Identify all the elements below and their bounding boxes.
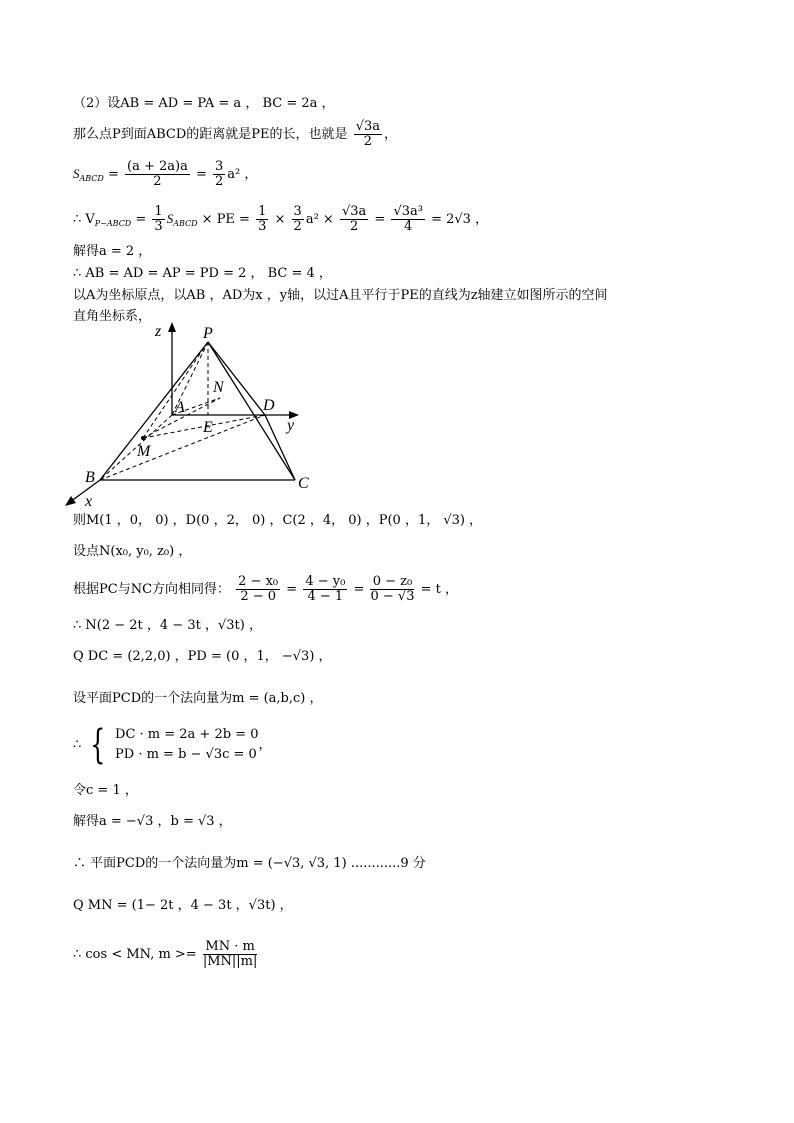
label-x: x — [85, 493, 93, 510]
therefore-symbol: ∴ — [73, 737, 82, 753]
area-symbol: S — [73, 166, 80, 181]
text-line-18: ∴ 平面PCD的一个法向量为m = (−√3, √3, 1) ............9 分 — [73, 856, 426, 871]
label-z: z — [155, 323, 162, 340]
text-line-9: 则M(1 ，0， 0) ，D(0 ，2， 0) ，C(2 ，4， 0) ，P(0 ，1， √3) ， — [73, 513, 483, 528]
text-line-10: 设点N(x₀, y₀, z₀) ， — [73, 544, 192, 559]
text-line-1: （2）设AB = AD = PA = a ， BC = 2a ， — [73, 96, 335, 111]
area-symbol: S — [166, 211, 174, 226]
frac-denominator: 2 — [215, 174, 224, 189]
text-line-6: ∴ AB = AD = AP = PD = 2 ， BC = 4 ， — [73, 266, 332, 281]
area-subscript: ABCD — [79, 174, 104, 183]
frac-denominator: 2 — [153, 174, 162, 189]
frac-denominator: 4 − 1 — [307, 589, 344, 604]
text-line-3: $S_{ABCD}$ = $\frac{(a + 2a)a}{2}$ = $\frac{3}{2}$ a² ， — [73, 159, 258, 189]
frac-numerator: 1 — [154, 204, 163, 219]
label-P: P — [203, 325, 213, 342]
text-line-8: 直角坐标系， — [73, 309, 152, 324]
edge-AB — [100, 415, 172, 480]
x-arrow — [65, 496, 76, 506]
sqrt3a-over-2-fraction — [340, 205, 368, 234]
frac-numerator: 4 − y₀ — [305, 574, 346, 589]
system-eq-1: DC · m = 2a + 2b = 0 — [115, 727, 259, 742]
frac-denominator: 4 — [404, 219, 413, 234]
frac-numerator: 1 — [258, 204, 267, 219]
ratio-result: = t ， — [420, 582, 458, 597]
three-halves-fraction — [292, 205, 304, 234]
times: × — [270, 212, 290, 227]
label-D: D — [263, 397, 275, 414]
text-line-11: 根据PC与NC方向相同得： $\frac{\text{2 − x₀}}{2 - 0}$ = $\frac{\text{4 − y₀}}{4 - 1}$ = $\frac{\text{0 − z₀}}{0 - √3}$ = t ， — [73, 574, 458, 604]
frac-denominator: 2 − 0 — [240, 589, 277, 604]
left-brace: { — [90, 722, 106, 768]
system-eq-2: PD · m = b − √3c = 0 — [115, 747, 257, 762]
z-ratio — [370, 575, 414, 604]
label-B: B — [85, 469, 95, 486]
volume-result: = 2√3 ， — [426, 212, 489, 227]
text-line-2: 那么点P到面ABCD的距离就是PE的长，也就是 $\frac{√3a}{2}$ ， — [73, 119, 398, 149]
frac-denominator: 3 — [154, 219, 163, 234]
text-line-13: Q DC = (2,2,0) ，PD = (0 ，1， −√3) ， — [73, 649, 332, 664]
frac-denominator: 2 — [293, 219, 302, 234]
a-squared-times: a² × — [305, 212, 338, 227]
text-line-5: 解得a = 2 ， — [73, 244, 152, 259]
text-line-12: ∴ N(2 − 2t ，4 − 3t ，√3t) ， — [73, 618, 262, 633]
frac-numerator: 3 — [215, 159, 224, 174]
direction-text: 根据PC与NC方向相同得： — [73, 582, 231, 597]
fraction-sqrt3a-over-2 — [354, 120, 382, 149]
three-halves-fraction — [213, 160, 225, 189]
frac-denominator: 0 − √3 — [370, 589, 415, 604]
frac-numerator: (a + 2a)a — [127, 159, 188, 174]
label-C: C — [298, 475, 309, 492]
x-ratio — [236, 575, 280, 604]
frac-numerator: 2 − x₀ — [238, 574, 279, 589]
text-line-14: 设平面PCD的一个法向量为m = (a,b,c) ， — [73, 691, 323, 706]
segment-PM — [143, 342, 208, 438]
equation-system: ∴ { DC · m = 2a + 2b = 0 PD · m = b − √3c = 0 ， — [73, 722, 272, 768]
text-line-17: 解得a = −√3 ，b = √3 ， — [73, 814, 232, 829]
eq: = — [370, 212, 390, 227]
edge-PB — [100, 342, 208, 480]
distance-text: 那么点P到面ABCD的距离就是PE的长，也就是 — [73, 127, 348, 142]
frac-numerator: √3a³ — [393, 204, 423, 219]
one-third-fraction — [256, 205, 268, 234]
y-ratio — [303, 575, 347, 604]
text-line-20-cos — [73, 940, 259, 969]
frac-denominator: 3 — [258, 219, 267, 234]
label-E: E — [203, 419, 213, 436]
frac-numerator: √3a — [341, 204, 367, 219]
label-N: N — [213, 379, 224, 396]
text-line-19: Q MN = (1− 2t ，4 − 3t ，√3t) ， — [73, 898, 293, 913]
frac-denominator: 2 — [363, 134, 372, 149]
volume-subscript: P−ABCD — [94, 219, 132, 228]
label-A: A — [175, 399, 185, 416]
frac-numerator: 3 — [293, 204, 302, 219]
frac-denominator: |MN||m| — [202, 954, 258, 969]
edge-PC — [208, 342, 295, 480]
text-line-7: 以A为坐标原点，以AB ，AD为x ，y轴，以过A且平行于PE的直线为z轴建立如图所示的空间 — [73, 288, 608, 303]
sqrt3a3-over-4-fraction — [391, 205, 425, 234]
cos-fraction — [203, 940, 258, 969]
pyramid-figure — [55, 320, 325, 510]
z-arrow — [168, 322, 176, 332]
volume-symbol: ∴ V — [73, 212, 95, 227]
area-subscript: ABCD — [173, 219, 198, 228]
frac-numerator: MN · m — [203, 940, 258, 955]
area-tail: a² ， — [227, 167, 258, 182]
text-line-4-volume — [73, 205, 488, 234]
frac-numerator: 0 − z₀ — [370, 575, 414, 590]
frac-denominator: 2 — [349, 219, 359, 234]
eq: = — [135, 212, 151, 227]
label-M: M — [137, 443, 151, 460]
area-fraction — [125, 160, 190, 189]
cos-expression: ∴ cos < MN, m >= — [73, 947, 197, 962]
point-M — [141, 436, 145, 440]
frac-numerator: √3a — [355, 119, 380, 134]
label-y: y — [287, 417, 295, 434]
system-lines — [115, 725, 258, 765]
text-line-16: 令c = 1 ， — [73, 783, 138, 798]
one-third-fraction — [152, 205, 164, 234]
times-pe: × PE = — [197, 212, 255, 227]
